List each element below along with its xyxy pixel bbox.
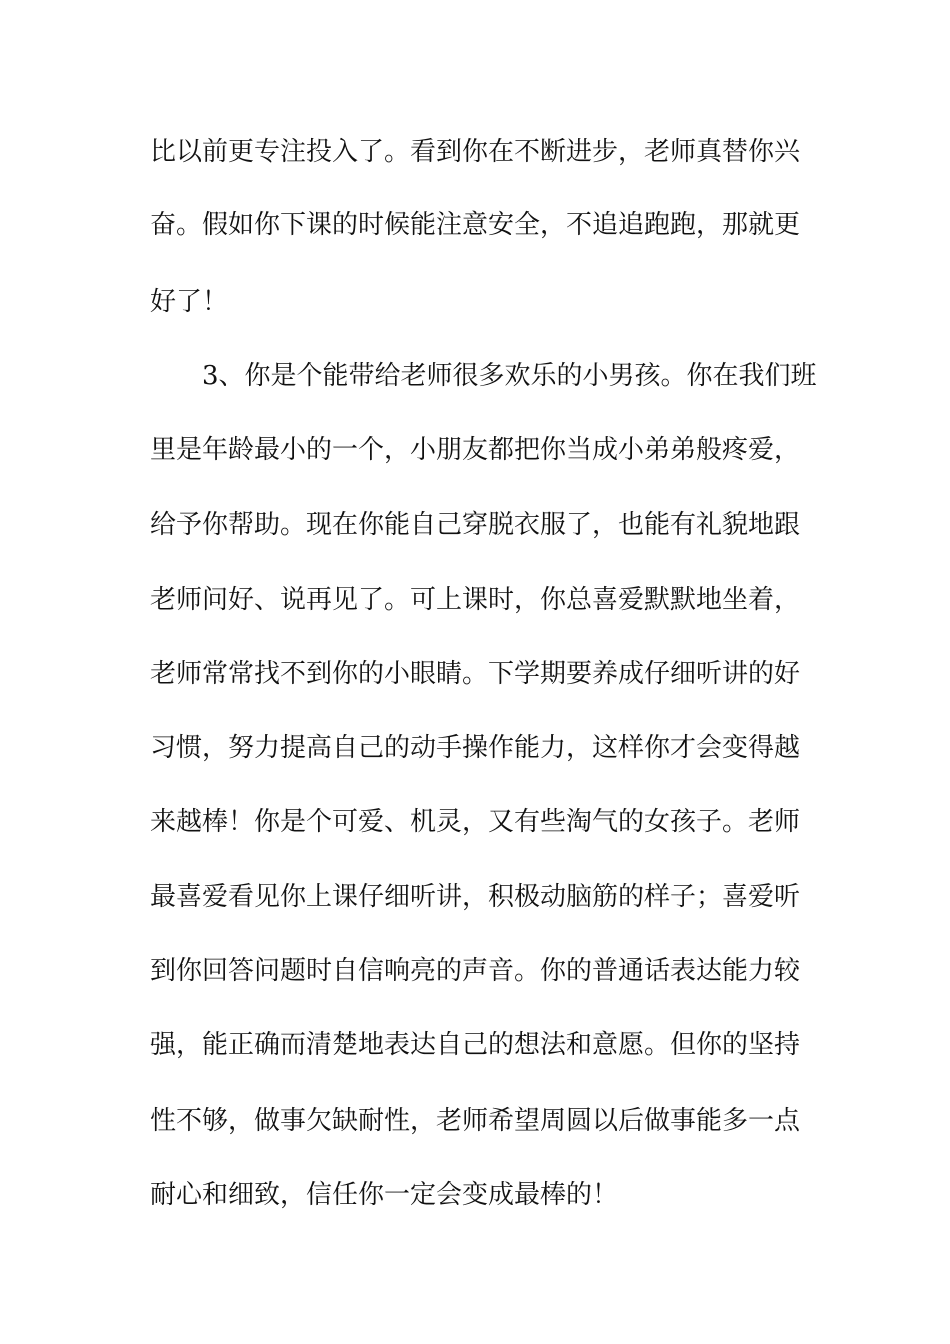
- text-line-3: 好了！: [150, 287, 229, 317]
- text-line-1: 比以前更专注投入了。看到你在不断进步，老师真替你兴: [150, 137, 801, 167]
- text-line-15: 耐心和细致，信任你一定会变成最棒的！: [150, 1180, 619, 1210]
- text-line-14: 性不够，做事欠缺耐性，老师希望周圆以后做事能多一点: [150, 1106, 801, 1136]
- text-line-10: 来越棒！你是个可爱、机灵，又有些淘气的女孩子。老师: [150, 807, 801, 837]
- text-line-8: 老师常常找不到你的小眼睛。下学期要养成仔细听讲的好: [150, 659, 801, 689]
- text-line-12: 到你回答问题时自信响亮的声音。你的普通话表达能力较: [150, 956, 801, 986]
- text-line-11: 最喜爱看见你上课仔细听讲，积极动脑筋的样子；喜爱听: [150, 882, 801, 912]
- text-line-7: 老师问好、说再见了。可上课时，你总喜爱默默地坐着，: [150, 585, 801, 615]
- text-line-6: 给予你帮助。现在你能自己穿脱衣服了，也能有礼貌地跟: [150, 510, 801, 540]
- text-line-13: 强，能正确而清楚地表达自己的想法和意愿。但你的坚持: [150, 1030, 801, 1060]
- paragraph-3-first-line: 3、你是个能带给老师很多欢乐的小男孩。你在我们班: [202, 361, 817, 391]
- text-line-5: 里是年龄最小的一个，小朋友都把你当成小弟弟般疼爱，: [150, 435, 801, 465]
- text-line-9: 习惯，努力提高自己的动手操作能力，这样你才会变得越: [150, 733, 801, 763]
- text-line-2: 奋。假如你下课的时候能注意安全，不追追跑跑，那就更: [150, 210, 801, 240]
